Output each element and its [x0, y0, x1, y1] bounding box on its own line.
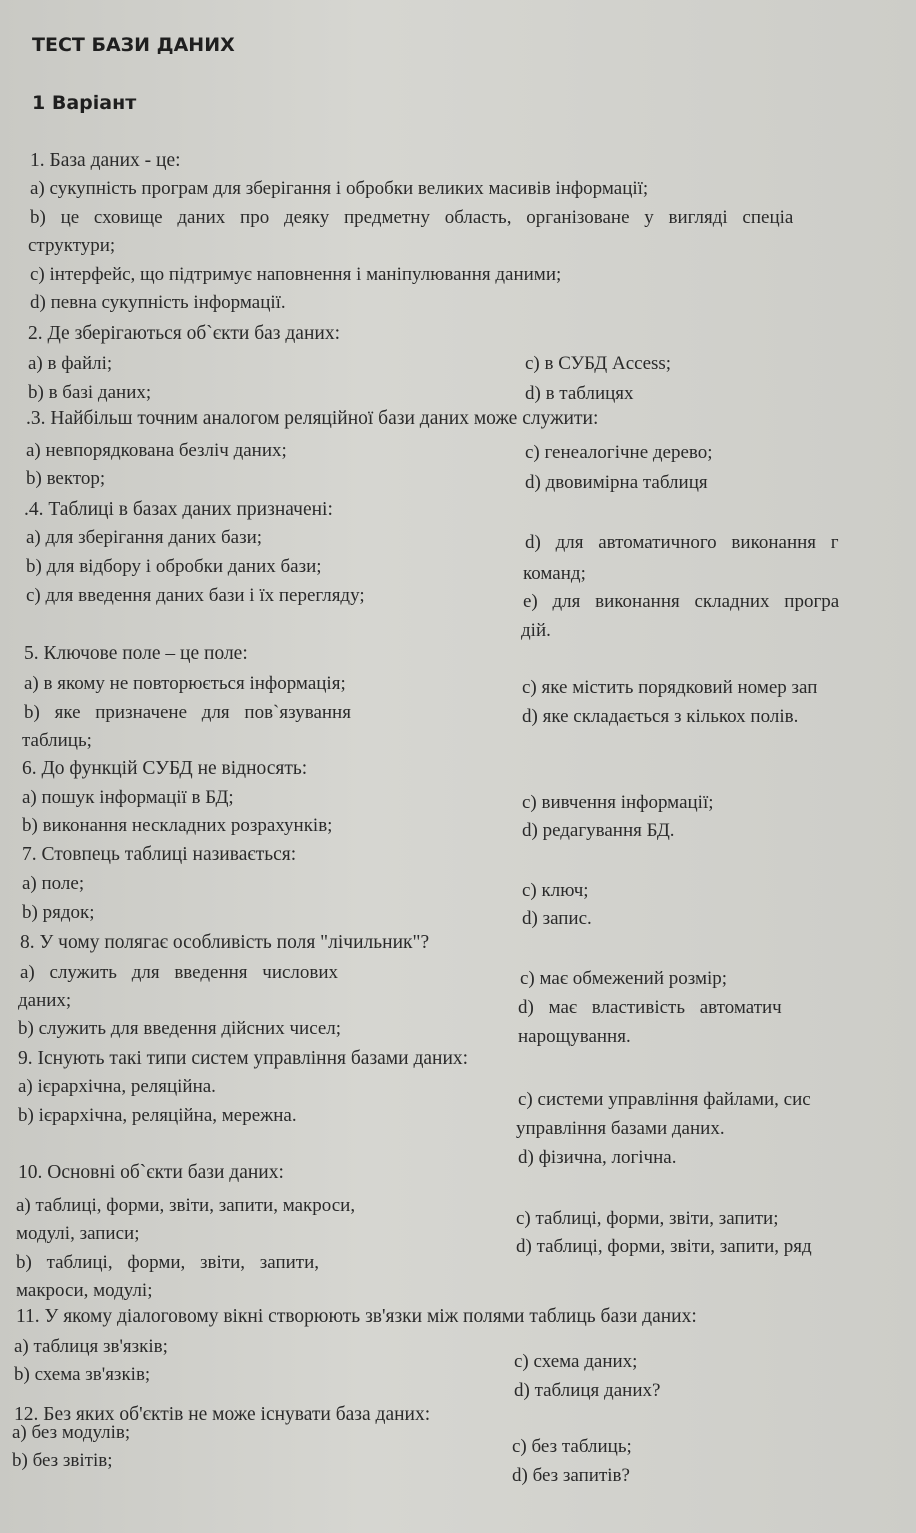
- q2-option-b: b) в базі даних;: [28, 382, 152, 403]
- q8-option-a: a) служить для введення числових: [20, 962, 339, 983]
- q9-option-d: d) фізична, логічна.: [518, 1147, 677, 1168]
- q12-option-d: d) без запитів?: [512, 1465, 630, 1486]
- question-11: 11. У якому діалоговому вікні створюють зв'язки між полями таблиць бази даних:: [16, 1306, 697, 1327]
- question-2: 2. Де зберігаються об`єкти баз даних:: [28, 323, 340, 344]
- q5-option-a: a) в якому не повторюється інформація;: [24, 673, 346, 694]
- q8-option-d: d) має властивість автоматич: [518, 997, 782, 1018]
- q9-option-c: c) системи управління файлами, сис: [518, 1089, 811, 1110]
- question-9: 9. Існують такі типи систем управління базами даних:: [18, 1048, 469, 1069]
- q7-option-a: a) поле;: [22, 873, 85, 894]
- q4-option-a: a) для зберігання даних бази;: [26, 527, 263, 548]
- q8-option-a-cont: даних;: [18, 990, 72, 1011]
- q8-option-d-cont: нарощування.: [518, 1026, 631, 1047]
- question-4: .4. Таблиці в базах даних призначені:: [24, 499, 333, 520]
- q10-option-b: b) таблиці, форми, звіти, запити,: [16, 1252, 320, 1273]
- q11-option-d: d) таблиця даних?: [514, 1380, 661, 1401]
- q1-option-b: b) це сховище даних про деяку предметну область, організоване у вигляді спеціа: [30, 207, 794, 228]
- q10-option-b-cont: макроси, модулі;: [16, 1280, 153, 1301]
- question-8: 8. У чому полягає особливість поля "лічильник"?: [20, 932, 430, 953]
- q8-option-c: c) має обмежений розмір;: [520, 968, 728, 989]
- q9-option-b: b) ієрархічна, реляційна, мережна.: [18, 1105, 297, 1126]
- q6-option-b: b) виконання нескладних розрахунків;: [22, 815, 333, 836]
- q5-option-b-cont: таблиць;: [22, 730, 92, 751]
- q3-option-b: b) вектор;: [26, 468, 106, 489]
- q5-option-c: c) яке містить порядковий номер зап: [522, 677, 818, 698]
- q3-option-c: c) генеалогічне дерево;: [525, 442, 713, 463]
- q12-option-c: c) без таблиць;: [512, 1436, 632, 1457]
- q7-option-c: c) ключ;: [522, 880, 589, 901]
- q10-option-d: d) таблиці, форми, звіти, запити, ряд: [516, 1236, 812, 1257]
- q11-option-c: c) схема даних;: [514, 1351, 638, 1372]
- q11-option-b: b) схема зв'язків;: [14, 1364, 151, 1385]
- q1-option-b-cont: структури;: [28, 235, 116, 256]
- q4-option-d: d) для автоматичного виконання г: [525, 532, 839, 553]
- q4-option-c: c) для введення даних бази і їх перегляду;: [26, 585, 365, 606]
- q10-option-c: c) таблиці, форми, звіти, запити;: [516, 1208, 779, 1229]
- q1-option-d: d) певна сукупність інформації.: [30, 292, 286, 313]
- page-title: ТЕСТ БАЗИ ДАНИХ: [32, 34, 235, 56]
- q10-option-a: a) таблиці, форми, звіти, запити, макроси,: [16, 1195, 356, 1216]
- question-1: 1. База даних - це:: [30, 150, 181, 171]
- q5-option-d: d) яке складається з кількох полів.: [522, 706, 799, 727]
- question-12: 12. Без яких об'єктів не може існувати база даних:: [14, 1404, 431, 1425]
- q9-option-c-cont: управління базами даних.: [516, 1118, 725, 1139]
- q2-option-a: a) в файлі;: [28, 353, 113, 374]
- q1-option-c: c) інтерфейс, що підтримує наповнення і маніпулювання даними;: [30, 264, 562, 285]
- question-5: 5. Ключове поле – це поле:: [24, 643, 248, 664]
- q12-option-a: a) без модулів;: [12, 1422, 131, 1443]
- q4-option-e: e) для виконання складних програ: [523, 591, 840, 612]
- q6-option-c: c) вивчення інформації;: [522, 792, 714, 813]
- q1-option-a: a) сукупність програм для зберігання і обробки великих масивів інформації;: [30, 178, 649, 199]
- q7-option-b: b) рядок;: [22, 902, 95, 923]
- q12-option-b: b) без звітів;: [12, 1450, 113, 1471]
- q2-option-c: c) в СУБД Access;: [525, 353, 672, 374]
- q11-option-a: a) таблиця зв'язків;: [14, 1336, 168, 1357]
- q4-option-d-cont: команд;: [523, 563, 586, 584]
- variant-label: 1 Варіант: [32, 92, 137, 114]
- q3-option-d: d) двовимірна таблиця: [525, 472, 708, 493]
- q10-option-a-cont: модулі, записи;: [16, 1223, 140, 1244]
- question-7: 7. Стовпець таблиці називається:: [22, 844, 297, 865]
- question-10: 10. Основні об`єкти бази даних:: [18, 1162, 284, 1183]
- q6-option-a: a) пошук інформації в БД;: [22, 787, 234, 808]
- q6-option-d: d) редагування БД.: [522, 820, 675, 841]
- q4-option-b: b) для відбору і обробки даних бази;: [26, 556, 322, 577]
- q4-option-e-cont: дій.: [521, 620, 551, 641]
- q7-option-d: d) запис.: [522, 908, 592, 929]
- q8-option-b: b) служить для введення дійсних чисел;: [18, 1018, 342, 1039]
- q9-option-a: a) ієрархічна, реляційна.: [18, 1076, 216, 1097]
- question-6: 6. До функцій СУБД не відносять:: [22, 758, 308, 779]
- question-3: .3. Найбільш точним аналогом реляційної бази даних може служити:: [26, 408, 599, 429]
- q5-option-b: b) яке призначене для пов`язування: [24, 702, 351, 723]
- q3-option-a: a) невпорядкована безліч даних;: [26, 440, 287, 461]
- q2-option-d: d) в таблицях: [525, 383, 634, 404]
